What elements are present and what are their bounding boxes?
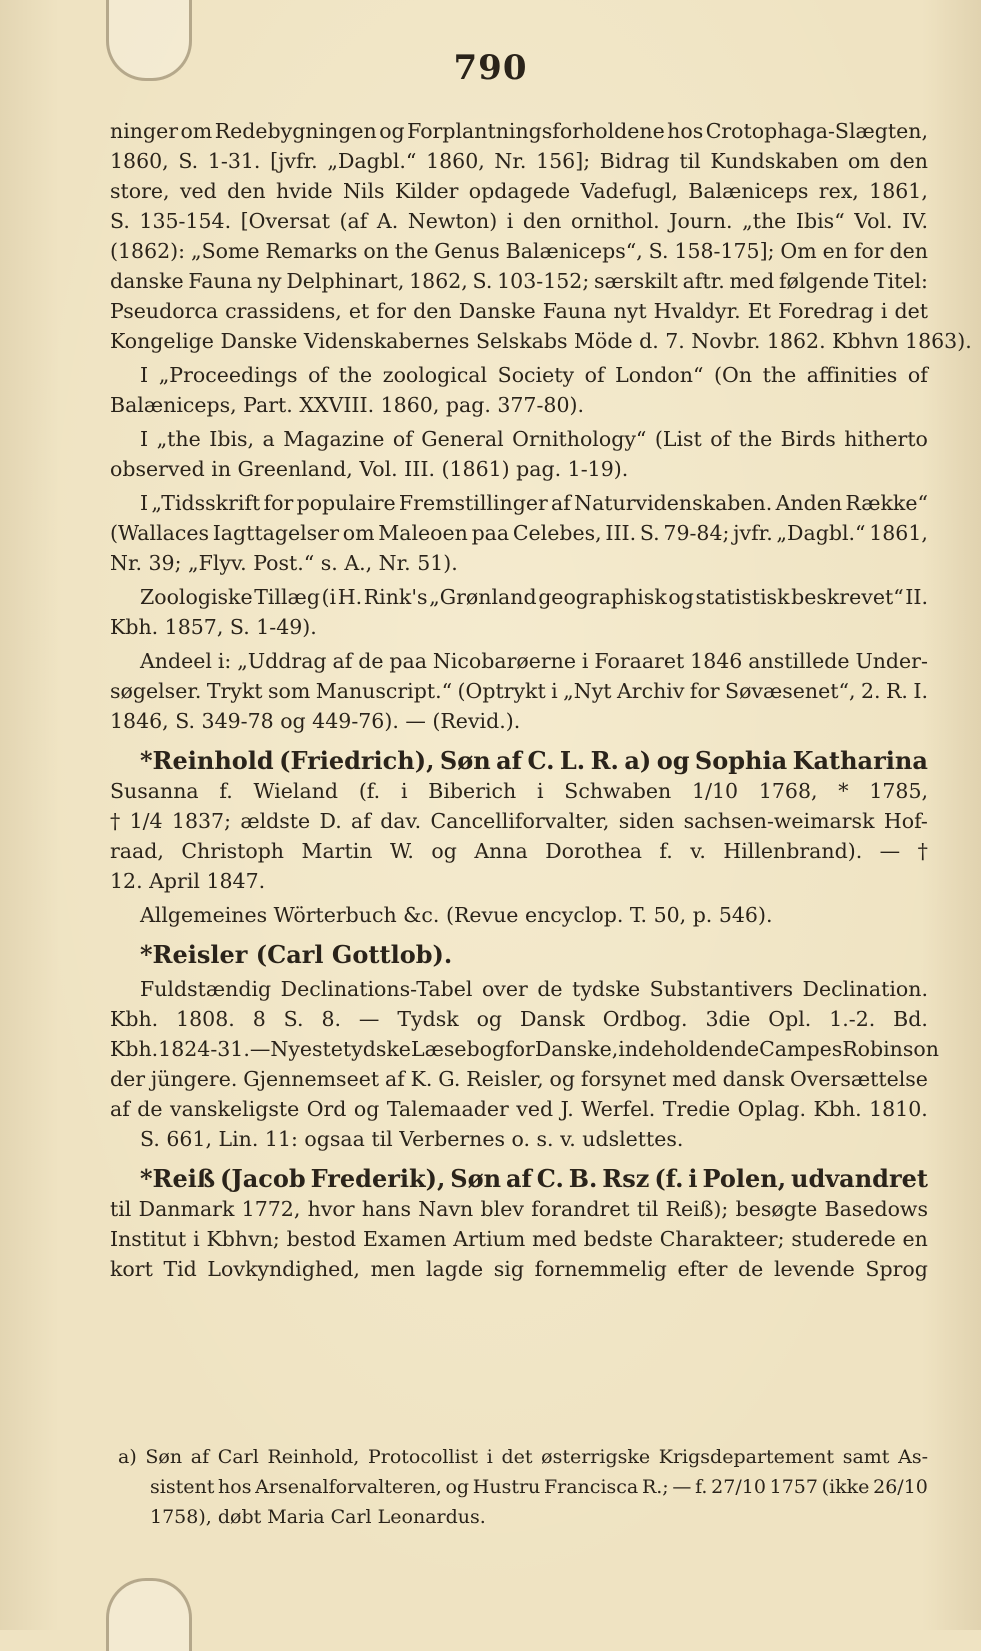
page-number: 790 bbox=[453, 48, 528, 88]
body-line: † 1/4 1837; ældste D. af dav. Cancelliforvalter, siden sachsen-weimarsk Hof- bbox=[110, 809, 928, 833]
footnote-line: sistent hos Arsenalforvalteren, og Hustru Francisca R.; — f. 27/10 1757 (ikke 26/10 bbox=[150, 1476, 928, 1498]
body-line: S. 661, Lin. 11: ogsaa til Verbernes o. s. v. udslettes. bbox=[140, 1127, 684, 1151]
body-line: (Wallaces Iagttagelser om Maleoen paa Celebes, III. S. 79-84; jvfr. „Dagbl.“ 1861, bbox=[110, 521, 928, 545]
body-line: S. 135-154. [Oversat (af A. Newton) i den ornithol. Journ. „the Ibis“ Vol. IV. bbox=[110, 209, 928, 233]
body-line: Kongelige Danske Videnskabernes Selskabs Möde d. 7. Novbr. 1862. Kbhvn 1863). bbox=[110, 329, 972, 353]
body-line: Kbh. 1824-31. — Nyeste tydske Læsebog for Danske, indeholdende Campes Robinson bbox=[110, 1037, 939, 1061]
footnote-line: a) Søn af Carl Reinhold, Protocollist i det østerrigske Krigsdepartement samt As- bbox=[118, 1446, 928, 1468]
body-line: kort Tid Lovkyndighed, men lagde sig fornemmelig efter de levende Sprog bbox=[110, 1257, 928, 1281]
body-line: I „Proceedings of the zoological Society of London“ (On the affinities of bbox=[140, 363, 928, 387]
body-line: I „the Ibis, a Magazine of General Ornithology“ (List of the Birds hitherto bbox=[140, 427, 928, 451]
body-line: observed in Greenland, Vol. III. (1861) pag. 1-19). bbox=[110, 457, 629, 481]
body-line: store, ved den hvide Nils Kilder opdagede Vadefugl, Balæniceps rex, 1861, bbox=[110, 179, 928, 203]
body-line: 1846, S. 349-78 og 449-76). — (Revid.). bbox=[110, 709, 521, 733]
body-line: Kbh. 1857, S. 1-49). bbox=[110, 615, 317, 639]
body-line: danske Fauna ny Delphinart, 1862, S. 103-152; særskilt aftr. med følgende Titel: bbox=[110, 269, 928, 293]
body-line: til Danmark 1772, hvor hans Navn blev forandret til Reiß); besøgte Basedows bbox=[110, 1197, 928, 1221]
body-line: raad, Christoph Martin W. og Anna Dorothea f. v. Hillenbrand). — † bbox=[110, 839, 928, 863]
body-line: Nr. 39; „Flyv. Post.“ s. A., Nr. 51). bbox=[110, 551, 458, 575]
body-line: (1862): „Some Remarks on the Genus Balæniceps“, S. 158-175]; Om en for den bbox=[110, 239, 928, 263]
body-line: Zoologiske Tillæg (i H. Rink's „Grønland geographisk og statistisk beskrevet“ II. bbox=[140, 585, 928, 609]
body-line: Balæniceps, Part. XXVIII. 1860, pag. 377-80). bbox=[110, 393, 585, 417]
body-line: 12. April 1847. bbox=[110, 869, 266, 893]
footnote-line: 1758), døbt Maria Carl Leonardus. bbox=[150, 1506, 486, 1528]
body-text bbox=[110, 116, 972, 1284]
body-line: af de vanskeligste Ord og Talemaader ved J. Werfel. Tredie Oplag. Kbh. 1810. bbox=[110, 1097, 928, 1121]
body-line: Andeel i: „Uddrag af de paa Nicobarøerne i Foraaret 1846 anstillede Under- bbox=[140, 649, 928, 673]
body-line: Institut i Kbhvn; bestod Examen Artium med bedste Charakteer; studerede en bbox=[110, 1227, 928, 1251]
body-line: I „Tidsskrift for populaire Fremstillinger af Naturvidenskaben. Anden Række“ bbox=[140, 491, 928, 515]
body-line: *Reiß (Jacob Frederik), Søn af C. B. Rsz (f. i Polen, udvandret bbox=[140, 1164, 928, 1193]
body-line: *Reisler (Carl Gottlob). bbox=[140, 940, 453, 969]
footnote bbox=[118, 1442, 928, 1532]
body-line: Fuldstændig Declinations-Tabel over de tydske Substantivers Declination. bbox=[140, 977, 928, 1001]
body-line: Kbh. 1808. 8 S. 8. — Tydsk og Dansk Ordbog. 3die Opl. 1.-2. Bd. bbox=[110, 1007, 928, 1031]
body-line: *Reinhold (Friedrich), Søn af C. L. R. a) og Sophia Katharina bbox=[140, 746, 928, 775]
body-line: Susanna f. Wieland (f. i Biberich i Schwaben 1/10 1768, * 1785, bbox=[110, 779, 928, 803]
body-line: ninger om Redebygningen og Forplantningsforholdene hos Crotophaga-Slægten, bbox=[110, 119, 928, 143]
body-line: søgelser. Trykt som Manuscript.“ (Optrykt i „Nyt Archiv for Søvæsenet“, 2. R. I. bbox=[110, 679, 928, 703]
body-line: 1860, S. 1-31. [jvfr. „Dagbl.“ 1860, Nr. 156]; Bidrag til Kundskaben om den bbox=[110, 149, 928, 173]
body-line: Allgemeines Wörterbuch &c. (Revue encyclop. T. 50, p. 546). bbox=[140, 903, 773, 927]
body-line: Pseudorca crassidens, et for den Danske Fauna nyt Hvaldyr. Et Foredrag i det bbox=[110, 299, 928, 323]
body-line: der jüngere. Gjennemseet af K. G. Reisler, og forsynet med dansk Oversættelse bbox=[110, 1067, 928, 1091]
binding-tab-bottom bbox=[106, 1578, 192, 1651]
